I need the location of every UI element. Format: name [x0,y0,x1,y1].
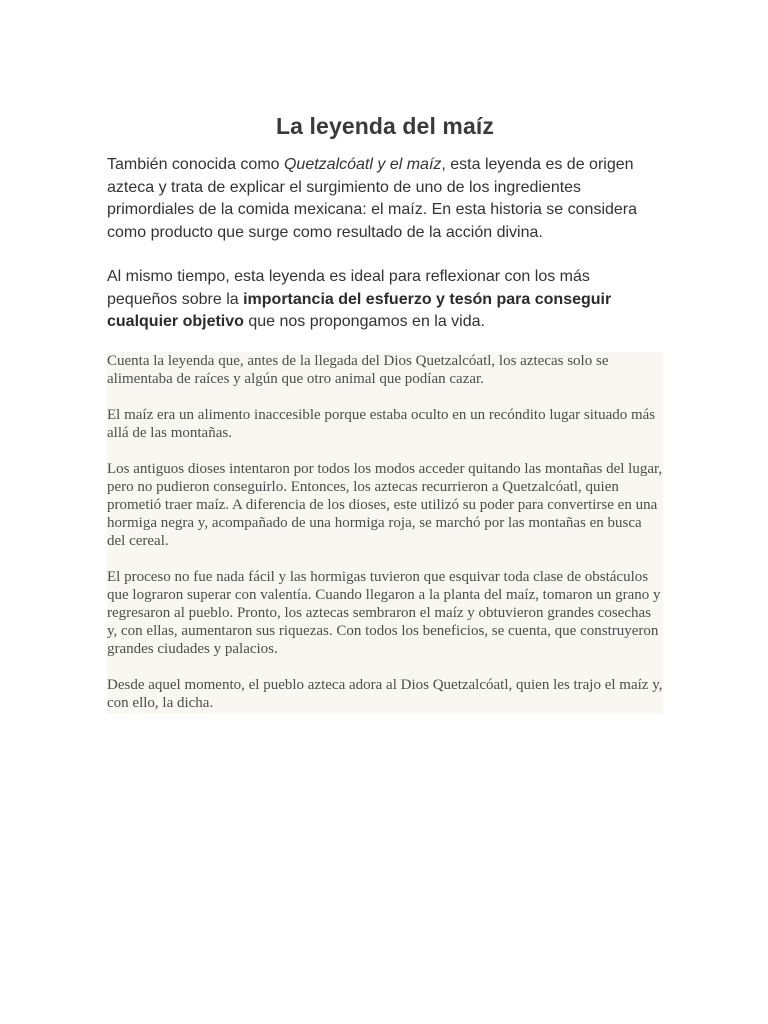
document-page [107,0,663,334]
intro-1-text-start: También conocida como [107,156,284,173]
intro-paragraph-2 [107,266,663,334]
story-paragraph: El maíz era un alimento inaccesible porque estaba oculto en un recóndito lugar situado más allá de las montañas. [107,407,656,441]
intro-2-text-start: Al mismo tiempo, esta leyenda es ideal para reflexionar con los más pequeños sobre la [107,268,590,308]
story-paragraph: Los antiguos dioses intentaron por todos los modos acceder quitando las montañas del lugar, pero no pudieron conseguirlo. Entonces, los aztecas recurrieron a Quetzalcóatl, quien prometió traer maíz. A diferencia de los dioses, este utilizó su poder para convertirse en una hormiga negra y, acompañado de una hormiga roja, se marchó por las montañas en busca del cereal. [107,461,663,549]
intro-paragraph-1 [107,154,663,244]
story-paragraph: El proceso no fue nada fácil y las hormigas tuvieron que esquivar toda clase de obstáculos que lograron superar con valentía. Cuando llegaron a la planta del maíz, tomaron un grano y regresaron al pueblo. Pronto, los aztecas sembraron el maíz y obtuvieron grandes cosechas y, con ellas, aumentaron sus riquezas. Con todos los beneficios, se cuenta, que construyeron grandes ciudades y palacios. [107,569,661,657]
intro-1-text-end: , esta leyenda es de origen azteca y trata de explicar el surgimiento de uno de los ingredientes primordiales de la comida mexicana: el maíz. En esta historia se considera como producto que surge como resultado de la acción divina. [107,156,638,241]
intro-2-text-end: que nos propongamos en la vida. [243,313,485,330]
intro-2-bold-emphasis: importancia del esfuerzo y tesón para conseguir cualquier objetivo [107,290,612,330]
intro-1-italic-title: Quetzalcóatl y el maíz [283,156,442,173]
story-paragraph: Desde aquel momento, el pueblo azteca adora al Dios Quetzalcóatl, quien les trajo el maíz y, con ello, la dicha. [107,677,663,711]
story-paragraph: Cuenta la leyenda que, antes de la llegada del Dios Quetzalcóatl, los aztecas solo se alimentaba de raíces y algún que otro animal que podían cazar. [107,353,609,387]
story-box [107,352,663,714]
page-title: La leyenda del maíz [276,113,494,139]
